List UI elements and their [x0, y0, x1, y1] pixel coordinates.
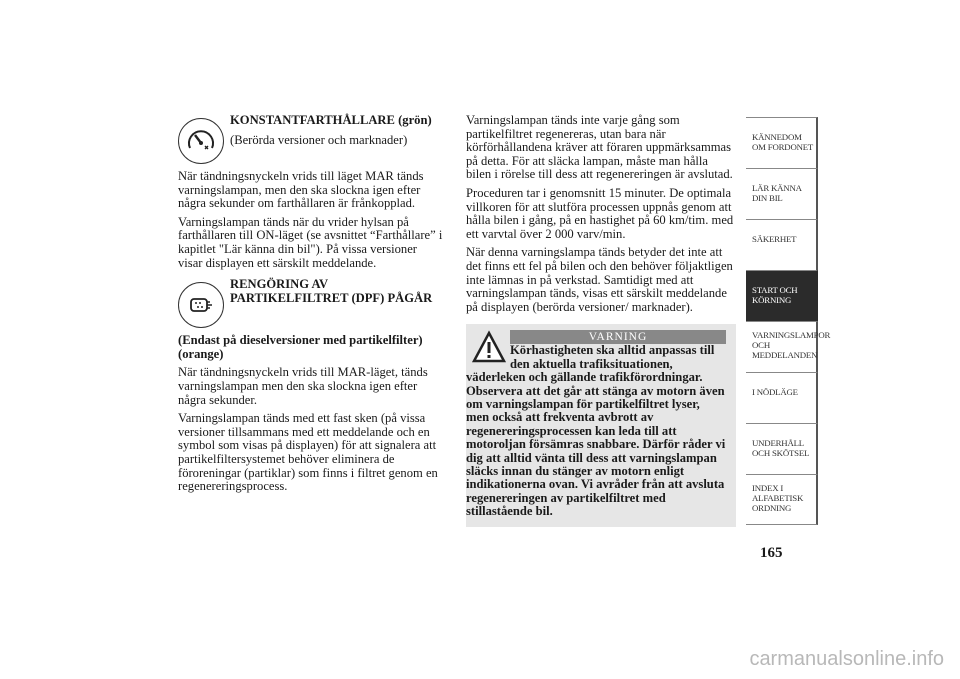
- tab-i-nodlage[interactable]: I NÖDLÄGE: [746, 372, 818, 423]
- cruise-paragraph-1: När tändningsnyckeln vrids till läget MAR tänds varningslampan, men den ska slockna igen efter några sekunder om farthållaren är frånkopplad.: [178, 169, 424, 211]
- tab-start-korning[interactable]: START OCH KÖRNING: [746, 270, 818, 321]
- right-paragraph-2: Proceduren tar i genomsnitt 15 minuter. De optimala villkoren för att slutföra processen uppnås genom att hålla bilen i gång, på en hastighet på 60 km/tim. med ett varvtal över 2 000 varv/min.: [466, 185, 734, 241]
- watermark: carmanualsonline.info: [749, 648, 944, 670]
- dpf-note: (Endast på dieselversioner med partikelfilter) (orange): [178, 333, 423, 361]
- cruise-control-section: [178, 114, 443, 166]
- chapter-tabs: [746, 117, 831, 525]
- tab-index[interactable]: INDEX I ALFABETISK ORDNING: [746, 474, 818, 525]
- speedometer-icon: [178, 118, 224, 164]
- cruise-paragraph-2: Varningslampan tänds när du vrider hylsan på farthållaren till ON-läget (se avsnittet “Farthållare” i kapitlet "Lär känna din bil"). På vissa versioner visar displayen ett särskilt meddelande.: [178, 214, 443, 270]
- right-column: [466, 114, 736, 527]
- tab-kannedom[interactable]: KÄNNEDOM OM FORDONET: [746, 117, 818, 168]
- particulate-filter-icon: [178, 282, 224, 328]
- right-paragraph-3: När denna varningslampa tänds betyder det inte att det finns ett fel på bilen och den behöver följaktligen inte lämnas in på verkstad. Samtidigt med att varningslampan tänds, visas ett särskilt meddelande på displayen (berörda versioner/ marknader).: [466, 245, 733, 314]
- page-number: 165: [760, 545, 783, 561]
- warning-label: VARNING: [510, 330, 726, 344]
- tab-lar-kanna[interactable]: LÄR KÄNNA DIN BIL: [746, 168, 818, 219]
- cruise-control-title: KONSTANTFARTHÅLLARE (grön): [230, 113, 432, 127]
- warning-triangle-icon: [472, 330, 506, 364]
- right-paragraph-1: Varningslampan tänds inte varje gång som partikelfiltret regenereras, utan bara när körförhållandena kräver att föraren uppmärksammas på detta. För att släcka lampan, måste man hålla bilen i rörelse till dess att regenereringen är avslutad.: [466, 113, 733, 182]
- warning-text-first: Körhastigheten ska alltid anpassas till den aktuella trafiksituationen,: [510, 343, 715, 371]
- warning-box: [466, 324, 736, 526]
- tab-varningslampor[interactable]: VARNINGSLAMPOR OCH MEDDELANDEN: [746, 321, 818, 372]
- dpf-section: [178, 278, 443, 330]
- dpf-title: RENGÖRING AV PARTIKELFILTRET (DPF) PÅGÅR: [230, 277, 433, 305]
- dpf-paragraph-2: Varningslampan tänds med ett fast sken (på vissa versioner tillsammans med ett meddelande och en symbol som visas på displayen) för att signalera att partikelfiltersystemet behöver eliminera de föroreningar (partiklar) som finns i filtret genom en regenereringsprocess.: [178, 411, 438, 494]
- dpf-paragraph-1: När tändningsnyckeln vrids till MAR-läget, tänds varningslampan men den ska slockna igen efter några sekunder.: [178, 365, 428, 407]
- warning-text-rest: väderleken och gällande trafikförordningar. Observera att det går att stänga av motorn även om varningslampan för partikelfiltret lyser, men också att frekventa avbrott av regenereringsprocessen kan leda till att motoroljan försämras snabbare. Därför råder vi dig att alltid vänta till dess att varningslampan släcks innan du stänger av motorn enligt indikationerna ovan. Vi avråder från att avsluta regenereringen av partikelfiltret med stillastående bil.: [466, 370, 726, 519]
- tab-underhall[interactable]: UNDERHÅLL OCH SKÖTSEL: [746, 423, 818, 474]
- left-column: [178, 114, 443, 499]
- tab-sakerhet[interactable]: SÄKERHET: [746, 219, 818, 270]
- cruise-control-subtitle: (Berörda versioner och marknader): [230, 132, 408, 147]
